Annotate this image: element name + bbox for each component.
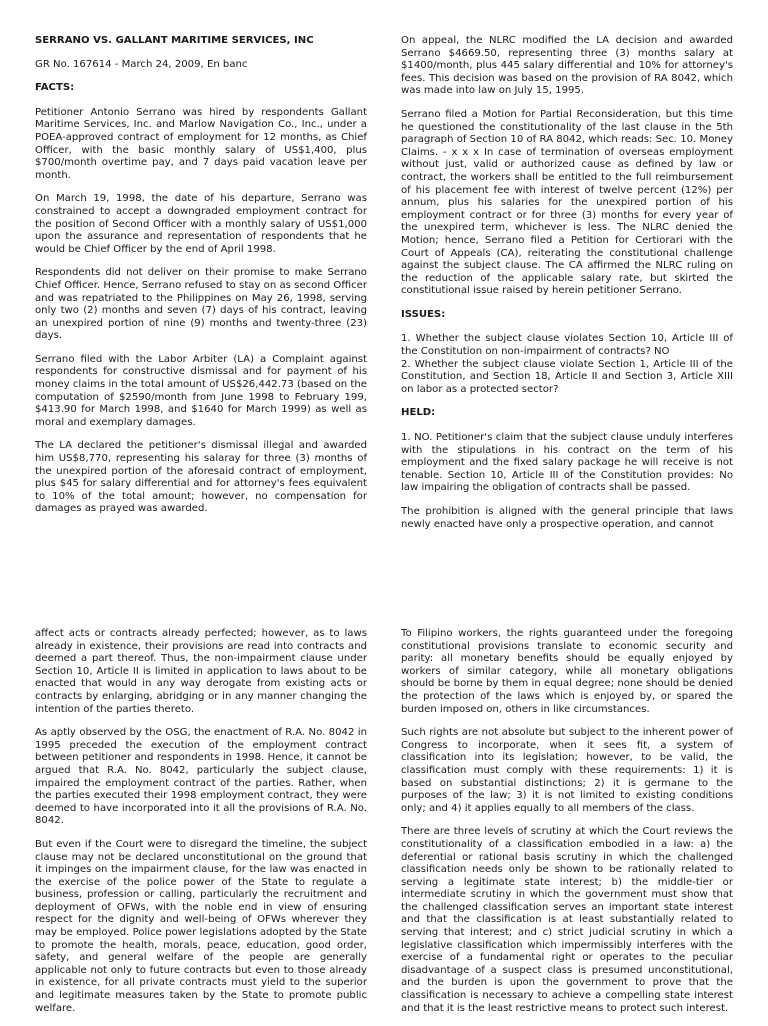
page1-right-column bbox=[401, 35, 733, 542]
page1-left-column bbox=[35, 35, 367, 527]
facts-paragraph: On appeal, the NLRC modified the LA decision and awarded Serrano $4669.50, representing three (3) months salary at $1400/month, plus 445 salary differential and 10% for attorney's fees. This decision was based on the provision of RA 8042, which was made into law on July 15, 1995. bbox=[401, 35, 733, 97]
facts-heading: FACTS: bbox=[35, 82, 75, 94]
case-citation: GR No. 167614 - March 24, 2009, En banc bbox=[35, 58, 248, 70]
facts-paragraph: Serrano filed with the Labor Arbiter (LA) a Complaint against respondents for constructive dismissal and for payment of his money claims in the total amount of US$26,442.73 (based on the computation of $2590/month from June 1998 to February 199, $413.90 for March 1998, and $1640 for March 1999) as well as moral and exemplary damages. bbox=[35, 353, 367, 428]
facts-paragraph: On March 19, 1998, the date of his departure, Serrano was constrained to accept a downgraded employment contract for the position of Second Officer with a monthly salary of US$1,000 upon the assurance and representation of respondents that he would be Chief Officer by the end of April 1998. bbox=[35, 193, 367, 255]
issues-list bbox=[401, 333, 733, 396]
body-paragraph: Such rights are not absolute but subject to the inherent power of Congress to incorporate, when it sees fit, a system of classification into its legislation; however, to be valid, the classification must comply with these requirements: 1) it is based on substantial distinctions; 2) it is germane to the purposes of the law; 3) it is not limited to existing conditions only; and 4) it applies equally to all members of the class. bbox=[401, 727, 733, 814]
body-paragraph: To Filipino workers, the rights guaranteed under the foregoing constitutional provisions translate to economic security and parity: all monetary benefits should be equally enjoyed by workers of similar category, while all monetary obligations should be borne by them in equal degree; none should be denied the protection of the laws which is enjoyed by, or spared the burden imposed on, others in like circumstances. bbox=[401, 628, 733, 715]
held-heading: HELD: bbox=[401, 407, 436, 419]
issue-item: 2. Whether the subject clause violate Section 1, Article III of the Constitution, and Section 18, Article II and Section 3, Article XIII on labor as a protected sector? bbox=[401, 358, 733, 395]
body-paragraph: There are three levels of scrutiny at which the Court reviews the constitutionality of a classification embodied in a law: a) the deferential or rational basis scrutiny in which the challenged classification needs only be shown to be rationally related to serving a legitimate state interest; b) the middle-tier or intermediate scrutiny in which the government must show that the challenged classification serves an important state interest and that the classification is at least substantially related to serving that interest; and c) strict judicial scrutiny in which a legislative classification which impermissibly interferes with the exercise of a fundamental right or operates to the peculiar disadvantage of a suspect class is presumed unconstitutional, and the burden is upon the government to prove that the classification is necessary to achieve a compelling state interest and that it is the least restrictive means to protect such interest. bbox=[401, 826, 733, 1014]
held-paragraph: The prohibition is aligned with the general principle that laws newly enacted have only a prospective operation, and cannot bbox=[401, 506, 733, 530]
page2-right-column bbox=[401, 628, 733, 1026]
body-paragraph: As aptly observed by the OSG, the enactment of R.A. No. 8042 in 1995 preceded the execution of the employment contract between petitioner and respondents in 1998. Hence, it cannot be argued that R.A. No. 8042, particularly the subject clause, impaired the employment contract of the parties. Rather, when the parties executed their 1998 employment contract, they were deemed to have incorporated into it all the provisions of R.A. No. 8042. bbox=[35, 727, 367, 827]
case-title: SERRANO VS. GALLANT MARITIME SERVICES, INC bbox=[35, 35, 314, 46]
facts-paragraph: Respondents did not deliver on their promise to make Serrano Chief Officer. Hence, Serrano refused to stay on as second Officer and was repatriated to the Philippines on May 26, 1998, serving only two (2) months and seven (7) days of his contract, leaving an unexpired portion of nine (9) months and twenty-three (23) days. bbox=[35, 267, 367, 342]
held-paragraph: 1. NO. Petitioner's claim that the subject clause unduly interferes with the stipulations in his contract on the term of his employment and the fixed salary package he will receive is not tenable. Section 10, Article III of the Constitution provides: No law impairing the obligation of contracts shall be passed. bbox=[401, 432, 733, 494]
issues-heading: ISSUES: bbox=[401, 308, 446, 320]
body-paragraph: But even if the Court were to disregard the timeline, the subject clause may not be declared unconstitutional on the ground that it impinges on the impairment clause, for the law was enacted in the exercise of the police power of the State to regulate a business, profession or calling, particularly the recruitment and deployment of OFWs, with the noble end in view of ensuring respect for the dignity and well-being of OFWs wherever they may be employed. Police power legislations adopted by the State to promote the health, morals, peace, education, good order, safety, and general welfare of the people are generally applicable not only to future contracts but even to those already in existence, for all private contracts must yield to the superior and legitimate measures taken by the State to promote public welfare. bbox=[35, 838, 367, 1014]
issue-item: 1. Whether the subject clause violates Section 10, Article III of the Constitution on non-impairment of contracts? NO bbox=[401, 333, 733, 358]
facts-paragraph: Serrano filed a Motion for Partial Reconsideration, but this time he questioned the constitutionality of the last clause in the 5th paragraph of Section 10 of RA 8042, which reads: Sec. 10. Money Claims. - x x x In case of termination of overseas employment without just, valid or authorized cause as defined by law or contract, the workers shall be entitled to the full reimbursement of his placement fee with interest of twelve percent (12%) per annum, plus his salaries for the unexpired portion of his employment contract or for three (3) months for every year of the unexpired term, whichever is less. The NLRC denied the Motion; hence, Serrano filed a Petition for Certiorari with the Court of Appeals (CA), reiterating the constitutional challenge against the subject clause. The CA affirmed the NLRC ruling on the reduction of the applicable salary rate, but skirted the constitutional issue raised by herein petitioner Serrano. bbox=[401, 108, 733, 297]
page2-left-column bbox=[35, 628, 367, 1026]
facts-paragraph: Petitioner Antonio Serrano was hired by respondents Gallant Maritime Services, Inc. and Marlow Navigation Co., Inc., under a POEA-approved contract of employment for 12 months, as Chief Officer, with the basic monthly salary of US$1,400, plus $700/month overtime pay, and 7 days paid vacation leave per month. bbox=[35, 106, 367, 181]
body-paragraph: affect acts or contracts already perfected; however, as to laws already in existence, their provisions are read into contracts and deemed a part thereof. Thus, the non-impairment clause under Section 10, Article II is limited in application to laws about to be enacted that would in any way derogate from existing acts or contracts by enlarging, abridging or in any manner changing the intention of the parties thereto. bbox=[35, 628, 367, 715]
facts-paragraph: The LA declared the petitioner's dismissal illegal and awarded him US$8,770, representing his salaray for three (3) months of the unexpired portion of the aforesaid contract of employment, plus $45 for salary differential and for attorney's fees equivalent to 10% of the total amount; however, no compensation for damages as prayed was awarded. bbox=[35, 440, 367, 515]
